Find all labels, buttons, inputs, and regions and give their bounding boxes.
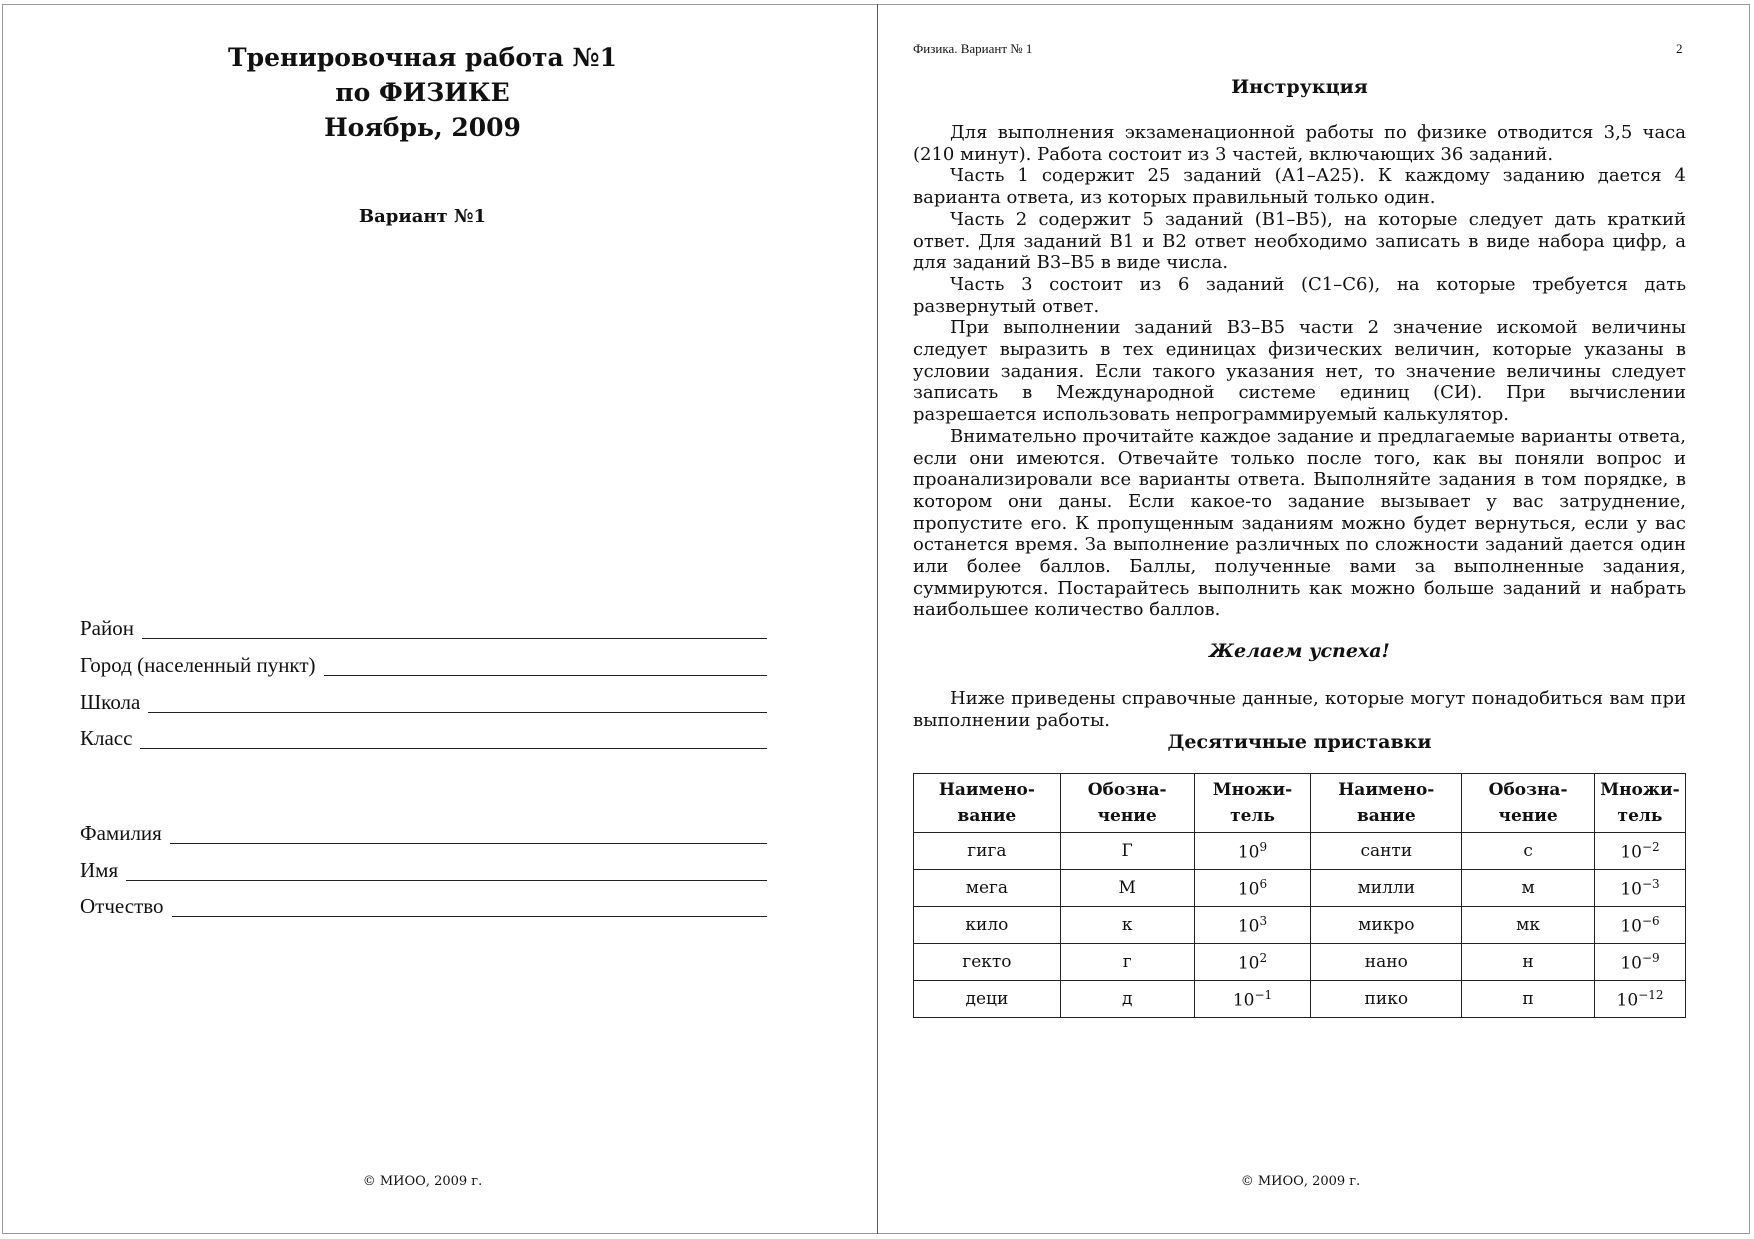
table-cell: кило xyxy=(914,907,1061,944)
table-cell: г xyxy=(1060,944,1194,981)
field-line[interactable] xyxy=(140,747,767,749)
page-number: 2 xyxy=(1676,41,1683,56)
power-exponent: −12 xyxy=(1638,987,1664,1002)
table-cell: к xyxy=(1060,907,1194,944)
table-cell: мега xyxy=(914,870,1061,907)
power-exponent: −2 xyxy=(1641,839,1660,854)
table-cell: гига xyxy=(914,833,1061,870)
copyright-footer: © МИОО, 2009 г. xyxy=(362,1174,483,1189)
power-exponent: 9 xyxy=(1259,839,1268,854)
table-cell xyxy=(1194,833,1311,870)
table-cell xyxy=(1594,907,1685,944)
paragraph: Ниже приведены справочные данные, которые могут понадобиться вам при выполнении работы. xyxy=(913,688,1686,731)
title-line: Ноябрь, 2009 xyxy=(324,113,521,142)
column-header xyxy=(914,774,1061,833)
table-row xyxy=(914,870,1686,907)
field-school[interactable] xyxy=(80,690,767,715)
power-base: 10 xyxy=(1616,990,1639,1011)
table-cell xyxy=(1594,833,1685,870)
table-cell: м xyxy=(1462,870,1595,907)
power-base: 10 xyxy=(1620,842,1642,863)
field-label: Город (населенный пункт) xyxy=(80,653,316,677)
header-text: чение xyxy=(1097,806,1157,826)
table-cell: санти xyxy=(1311,833,1462,870)
power-base: 10 xyxy=(1237,879,1260,900)
header-text: Множи- xyxy=(1600,780,1680,800)
title-line: по ФИЗИКЕ xyxy=(335,78,510,107)
table-row xyxy=(914,833,1686,870)
field-line[interactable] xyxy=(126,879,767,881)
field-surname[interactable] xyxy=(80,821,767,846)
table-cell xyxy=(1194,907,1311,944)
field-line[interactable] xyxy=(148,711,767,713)
table-cell: М xyxy=(1060,870,1194,907)
header-text: Обозна- xyxy=(1087,780,1167,800)
table-cell: Г xyxy=(1060,833,1194,870)
field-label: Имя xyxy=(80,858,119,882)
header-text: чение xyxy=(1498,806,1558,826)
copyright-footer: © МИОО, 2009 г. xyxy=(1240,1174,1361,1189)
header-text: тель xyxy=(1230,806,1275,826)
table-cell: пико xyxy=(1311,981,1462,1018)
power-base: 10 xyxy=(1237,953,1260,974)
table-cell: деци xyxy=(914,981,1061,1018)
table-title: Десятичные приставки xyxy=(1167,731,1432,753)
reference-intro xyxy=(913,688,1686,731)
field-city[interactable] xyxy=(80,653,767,678)
field-class[interactable] xyxy=(80,726,767,751)
column-header xyxy=(1060,774,1194,833)
instructions-heading: Инструкция xyxy=(1231,76,1368,98)
running-header: Физика. Вариант № 1 xyxy=(913,41,1033,56)
table-row xyxy=(914,981,1686,1018)
power-exponent: −3 xyxy=(1641,876,1660,891)
header-text: вание xyxy=(1356,806,1416,826)
table-header-row xyxy=(914,774,1686,833)
table-cell xyxy=(1194,981,1311,1018)
column-header xyxy=(1194,774,1311,833)
power-exponent: −6 xyxy=(1641,913,1660,928)
table-body xyxy=(914,833,1686,1018)
table-cell: микро xyxy=(1311,907,1462,944)
table-cell xyxy=(1194,944,1311,981)
table-cell xyxy=(1594,944,1685,981)
table-cell: н xyxy=(1462,944,1595,981)
table-row xyxy=(914,907,1686,944)
wish-text: Желаем успеха! xyxy=(1209,640,1390,662)
table-cell: гекто xyxy=(914,944,1061,981)
table-cell xyxy=(1594,981,1685,1018)
table-cell: нано xyxy=(1311,944,1462,981)
field-line[interactable] xyxy=(170,842,767,844)
field-name[interactable] xyxy=(80,858,767,883)
document-title xyxy=(0,40,845,145)
column-header xyxy=(1462,774,1595,833)
field-line[interactable] xyxy=(172,915,767,917)
header-text: вание xyxy=(957,806,1017,826)
field-patronymic[interactable] xyxy=(80,894,767,919)
power-exponent: 2 xyxy=(1259,950,1268,965)
paragraph: Внимательно прочитайте каждое задание и предлагаемые варианты ответа, если они имеются. Отвечайте только после того, как вы поняли вопрос и проанализировали все варианты ответа. Выполняйте задания в том порядке, в котором они даны. Если какое-то задание вызывает у вас затруднение, пропустите его. К пропущенным заданиям можно будет вернуться, если у вас останется время. За выполнение различных по сложности заданий дается один или более баллов. Баллы, полученные вами за выполненные задания, суммируются. Постарайтесь выполнить как можно больше заданий и набрать наибольшее количество баллов. xyxy=(913,425,1686,621)
paragraph: Для выполнения экзаменационной работы по физике отводится 3,5 часа (210 минут). Работа состоит из 3 частей, включающих 36 заданий. xyxy=(913,122,1686,165)
table-cell: милли xyxy=(1311,870,1462,907)
title-line: Тренировочная работа №1 xyxy=(228,43,617,72)
table-cell xyxy=(1194,870,1311,907)
header-text: Наимено- xyxy=(1338,780,1435,800)
field-label: Район xyxy=(80,616,134,640)
paragraph: При выполнении заданий В3–В5 части 2 значение искомой величины следует выразить в тех единицах физических величин, которые указаны в условии задания. Если такого указания нет, то значение величины следует записать в Международной системе единиц (СИ). При вычислении разрешается использовать непрограммируемый калькулятор. xyxy=(913,317,1686,426)
table-cell xyxy=(1594,870,1685,907)
table-cell: п xyxy=(1462,981,1595,1018)
power-base: 10 xyxy=(1620,879,1642,900)
field-line[interactable] xyxy=(142,637,767,639)
header-text: Множи- xyxy=(1212,780,1293,800)
power-base: 10 xyxy=(1237,916,1260,937)
field-label: Школа xyxy=(80,690,141,714)
instructions-text xyxy=(913,122,1686,621)
power-base: 10 xyxy=(1620,916,1642,937)
power-base: 10 xyxy=(1237,842,1260,863)
variant-label: Вариант №1 xyxy=(358,206,487,227)
power-exponent: −1 xyxy=(1254,987,1273,1002)
field-district[interactable] xyxy=(80,616,767,641)
header-text: Обозна- xyxy=(1488,780,1568,800)
field-label: Фамилия xyxy=(80,821,162,845)
power-base: 10 xyxy=(1232,990,1255,1011)
table-cell: мк xyxy=(1462,907,1595,944)
instructions-page xyxy=(878,0,1754,1239)
field-label: Отчество xyxy=(80,894,164,918)
power-base: 10 xyxy=(1620,953,1642,974)
table-cell: д xyxy=(1060,981,1194,1018)
header-text: Наимено- xyxy=(938,780,1035,800)
field-label: Класс xyxy=(80,726,133,750)
column-header xyxy=(1594,774,1685,833)
paragraph: Часть 1 содержит 25 заданий (А1–А25). К каждому заданию дается 4 варианта ответа, из которых правильный только один. xyxy=(913,165,1686,209)
power-exponent: 6 xyxy=(1259,876,1268,891)
paragraph: Часть 3 состоит из 6 заданий (С1–С6), на которые требуется дать развернутый ответ. xyxy=(913,273,1686,317)
column-header xyxy=(1311,774,1462,833)
power-exponent: 3 xyxy=(1259,913,1268,928)
table-cell: с xyxy=(1462,833,1595,870)
power-exponent: −9 xyxy=(1641,950,1660,965)
field-line[interactable] xyxy=(324,674,767,676)
prefix-table xyxy=(913,773,1686,1018)
header-text: тель xyxy=(1617,806,1663,826)
table-row xyxy=(914,944,1686,981)
paragraph: Часть 2 содержит 5 заданий (В1–В5), на которые следует дать краткий ответ. Для заданий В1 и В2 ответ необходимо записать в виде набора цифр, а для заданий В3–В5 в виде числа. xyxy=(913,208,1686,274)
